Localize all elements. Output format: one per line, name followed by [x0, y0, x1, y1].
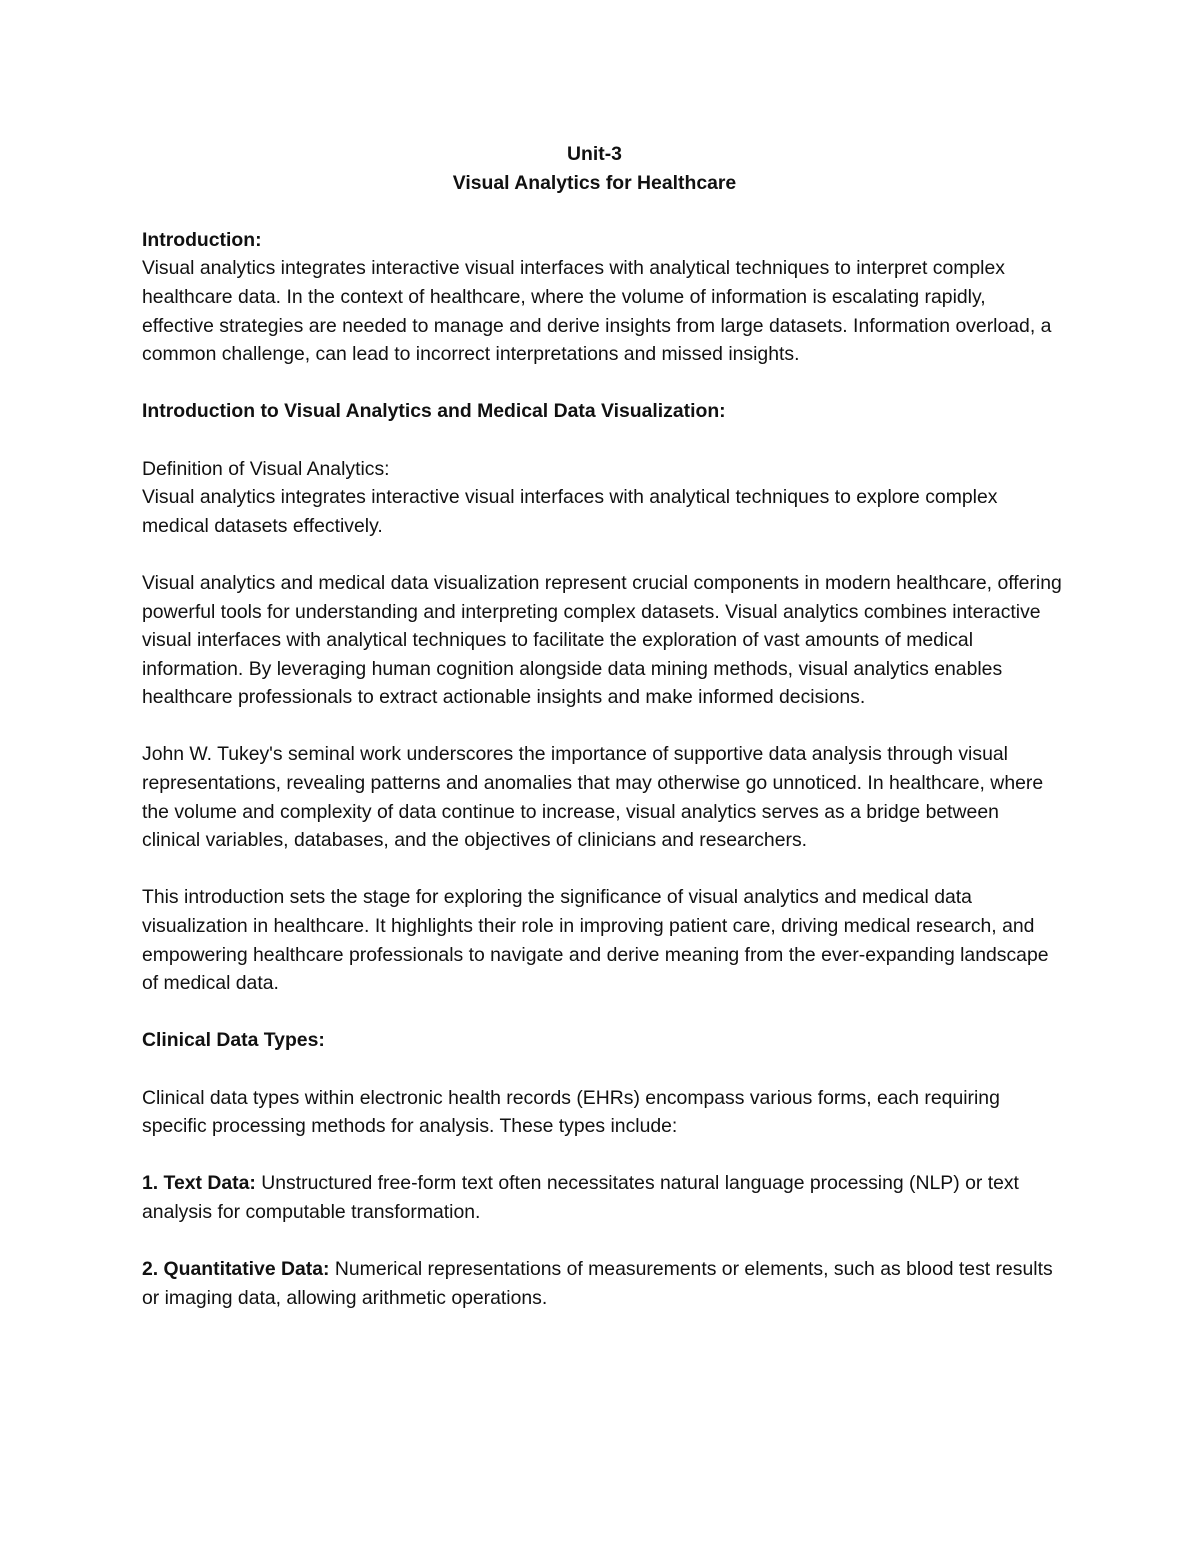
clinical-item-quantitative-data: [142, 1255, 1062, 1312]
subject-title: Visual Analytics for Healthcare: [452, 171, 737, 194]
introduction-body: Visual analytics integrates interactive visual interfaces with analytical techniques to interpret complex healthcare data. In the context of healthcare, where the volume of information is escalating rapidly, effective strategies are needed to manage and derive insights from large datasets. Information overload, a common challenge, can lead to incorrect interpretations and missed insights.: [142, 257, 1052, 366]
document-title: [127, 140, 1062, 197]
unit-title: Unit-3: [567, 143, 622, 165]
clinical-data-types-section: [142, 1026, 1062, 1312]
intro-va-paragraph-3: This introduction sets the stage for exploring the significance of visual analytics and medical data visualization in healthcare. It highlights their role in improving patient care, driving medical research, and empowering healthcare professionals to navigate and derive meaning from the ever-expanding landscape of medical data.: [142, 886, 1049, 995]
clinical-item-label: 1. Text Data:: [142, 1172, 256, 1195]
document-page: [142, 140, 1062, 1312]
intro-va-heading: Introduction to Visual Analytics and Medical Data Visualization:: [142, 400, 726, 423]
definition-body: Visual analytics integrates interactive visual interfaces with analytical techniques to explore complex medical datasets effectively.: [142, 486, 998, 537]
intro-visual-analytics-section: [142, 397, 1062, 997]
intro-va-paragraph-1: Visual analytics and medical data visualization represent crucial components in modern healthcare, offering powerful tools for understanding and interpreting complex datasets. Visual analytics combines interactive visual interfaces with analytical techniques to facilitate the exploration of vast amounts of medical information. By leveraging human cognition alongside data mining methods, visual analytics enables healthcare professionals to extract actionable insights and make informed decisions.: [142, 571, 1062, 709]
introduction-section: [142, 226, 1062, 369]
clinical-item-text-data: [142, 1169, 1062, 1226]
clinical-intro: Clinical data types within electronic health records (EHRs) encompass various forms, each requiring specific processing methods for analysis. These types include:: [142, 1086, 1000, 1138]
definition-label: Definition of Visual Analytics:: [142, 457, 390, 480]
clinical-item-text: Unstructured free-form text often necessitates natural language processing (NLP) or text analysis for computable transformation.: [142, 1172, 1019, 1223]
clinical-item-text: Numerical representations of measurements or elements, such as blood test results or imaging data, allowing arithmetic operations.: [142, 1258, 1053, 1309]
clinical-heading: Clinical Data Types:: [142, 1029, 325, 1052]
clinical-item-label: 2. Quantitative Data:: [142, 1258, 330, 1281]
intro-va-paragraph-2: John W. Tukey's seminal work underscores the importance of supportive data analysis through visual representations, revealing patterns and anomalies that may otherwise go unnoticed. In healthcare, where the volume and complexity of data continue to increase, visual analytics serves as a bridge between clinical variables, databases, and the objectives of clinicians and researchers.: [142, 743, 1044, 852]
introduction-heading: Introduction:: [142, 228, 262, 251]
